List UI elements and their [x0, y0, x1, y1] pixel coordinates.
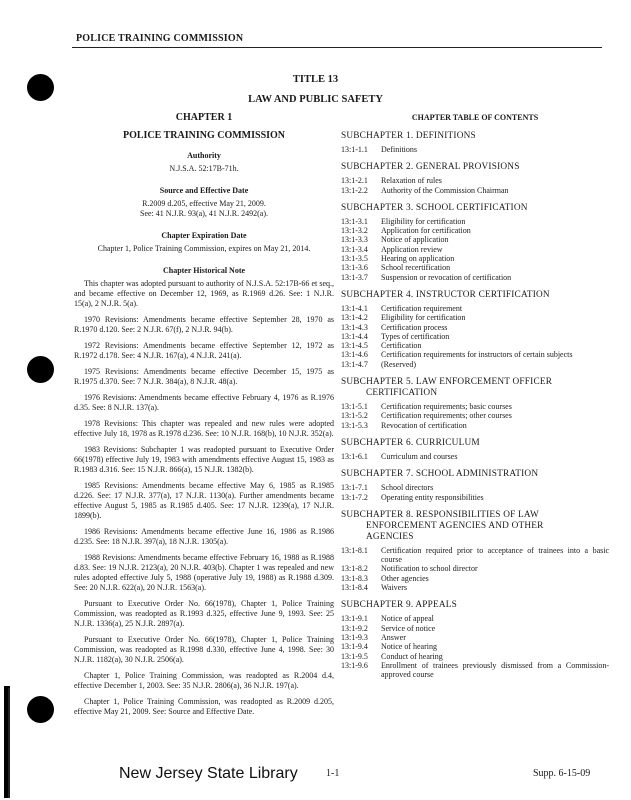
subchapter-heading-line: SUBCHAPTER 6. CURRICULUM: [341, 437, 480, 448]
subchapter-heading: [341, 203, 609, 214]
section-title: Notice of hearing: [381, 642, 437, 652]
section-title: Application for certification: [381, 226, 471, 236]
toc-entry: [341, 483, 609, 492]
source-line: See: 41 N.J.R. 93(a), 41 N.J.R. 2492(a).: [140, 209, 268, 218]
header-rule: [72, 47, 602, 48]
page-number: 1-1: [326, 768, 340, 779]
authority-text: N.J.S.A. 52:17B-71h.: [169, 164, 239, 173]
section-number: 13:1-4.6: [341, 350, 368, 360]
authority-heading: Authority: [187, 151, 221, 160]
title-name: LAW AND PUBLIC SAFETY: [248, 94, 383, 105]
section-title: Notice of appeal: [381, 614, 434, 624]
binder-hole-middle: [27, 356, 54, 383]
section-number: 13:1-4.4: [341, 331, 368, 341]
section-number: 13:1-3.1: [341, 216, 368, 226]
subchapter-heading: [341, 131, 609, 142]
section-number: 13:1-8.2: [341, 564, 368, 574]
section-number: 13:1-9.6: [341, 660, 368, 670]
section-number: 13:1-2.1: [341, 176, 368, 186]
toc-entry: [341, 273, 609, 282]
section-title: Authority of the Commission Chairman: [381, 185, 509, 195]
section-title: Other agencies: [381, 573, 429, 583]
history-paragraph: This chapter was adopted pursuant to authority of N.J.S.A. 52:17B-66 et seq., and became effective on December 12, 1969, as R.1969 d.26. See: 1 N.J.R. 15(a), 2 N.J.R. 5(a).: [74, 279, 334, 308]
toc-entry: [341, 245, 609, 254]
toc-entry: [341, 452, 609, 461]
source-heading: Source and Effective Date: [159, 186, 249, 195]
section-title: Certification requirements for instructors of certain subjects: [381, 350, 573, 360]
section-title: Definitions: [381, 145, 417, 154]
expiration-text: Chapter 1, Police Training Commission, expires on May 21, 2014.: [97, 244, 311, 253]
toc-entry: [341, 642, 609, 651]
expiration-heading: Chapter Expiration Date: [161, 231, 247, 240]
toc-entry: [341, 254, 609, 263]
subchapter-heading-line: SUBCHAPTER 5. LAW ENFORCEMENT OFFICER: [341, 377, 553, 388]
section-title: Eligibility for certification: [381, 313, 466, 323]
subchapter-heading-line: SUBCHAPTER 8. RESPONSIBILITIES OF LAW: [341, 509, 540, 520]
section-number: 13:1-1.1: [341, 145, 368, 154]
section-title: Revocation of certification: [381, 420, 467, 430]
chapter-number: CHAPTER 1: [175, 112, 233, 123]
toc-entry: [341, 411, 609, 420]
toc-entry: [341, 304, 609, 313]
toc-entry: [341, 583, 609, 592]
history-paragraph: 1978 Revisions: This chapter was repealed and new rules were adopted effective July 18, 1978 as R.1978 d.236. See: 10 N.J.R. 168(b), 10 N.J.R. 352(a).: [74, 419, 334, 438]
toc-title: CHAPTER TABLE OF CONTENTS: [411, 113, 539, 122]
toc-entry: [341, 235, 609, 244]
subchapter-heading: [341, 510, 609, 543]
section-title: Waivers: [381, 583, 408, 593]
section-title: Curriculum and courses: [381, 451, 458, 461]
source-lines: [74, 199, 334, 219]
section-number: 13:1-4.1: [341, 303, 368, 313]
section-title: Suspension or revocation of certification: [381, 272, 512, 282]
history-paragraph: 1976 Revisions: Amendments became effective February 4, 1976 as R.1976 d.35. See: 8 N.J.R. 137(a).: [74, 393, 334, 412]
toc-entry: [341, 564, 609, 573]
section-number: 13:1-9.2: [341, 623, 368, 633]
subchapter-heading-line: CERTIFICATION: [366, 388, 438, 399]
section-title: School recertification: [381, 263, 451, 273]
source-line: R.2009 d.205, effective May 21, 2009.: [142, 199, 266, 208]
toc-entry: [341, 263, 609, 272]
section-number: 13:1-2.2: [341, 185, 368, 195]
subchapter-heading-line: AGENCIES: [366, 531, 414, 542]
toc-entry: [341, 402, 609, 411]
section-number: 13:1-5.3: [341, 420, 368, 430]
section-number: 13:1-8.4: [341, 583, 368, 593]
subchapter-heading-line: SUBCHAPTER 2. GENERAL PROVISIONS: [341, 162, 520, 173]
toc-entry: [341, 145, 609, 154]
toc-entry: [341, 313, 609, 322]
section-title: Certification requirements; basic courses: [381, 402, 512, 412]
history-paragraph: Chapter 1, Police Training Commission, was readopted as R.2004 d.4, effective December 1, 2003. See: 35 N.J.R. 2806(a), 36 N.J.R. 197(a).: [74, 671, 334, 690]
right-column: [341, 113, 609, 679]
history-paragraph: 1985 Revisions: Amendments became effective May 6, 1985 as R.1985 d.226. See: 17 N.J.R. 377(a), 17 N.J.R. 1130(a). Further amendments became effective August 5, 1985 as R.1985 d.405. See: 17 N.J.R. 1239(a), 17 N.J.R. 1899(b).: [74, 481, 334, 520]
toc-entry: [341, 493, 609, 502]
section-title: Certification requirements; other courses: [381, 411, 512, 421]
section-number: 13:1-5.2: [341, 411, 368, 421]
history-paragraph: 1972 Revisions: Amendments became effective September 12, 1972 as R.1972 d.178. See: 4 N.J.R. 167(a), 4 N.J.R. 241(a).: [74, 341, 334, 360]
scan-edge-line: [8, 688, 10, 798]
toc-entry: [341, 217, 609, 226]
toc-entry: [341, 226, 609, 235]
toc-list: [341, 131, 609, 679]
section-title: Answer: [381, 632, 406, 642]
history-paragraph: Chapter 1, Police Training Commission, was readopted as R.2009 d.205, effective May 21, 2009. See: Source and Effective Date.: [74, 697, 334, 716]
section-number: 13:1-9.5: [341, 651, 368, 661]
section-title: Eligibility for certification: [381, 216, 466, 226]
subchapter-heading: [341, 600, 609, 611]
section-title: Notice of application: [381, 235, 449, 245]
section-title: Types of certification: [381, 331, 450, 341]
left-column: [74, 113, 334, 723]
toc-entry: [341, 186, 609, 195]
section-title: Service of notice: [381, 623, 436, 633]
section-number: 13:1-5.1: [341, 402, 368, 412]
toc-entry: [341, 624, 609, 633]
section-number: 13:1-8.3: [341, 573, 368, 583]
section-title: Enrollment of trainees previously dismissed from a Commission-approved course: [381, 660, 609, 680]
section-number: 13:1-3.6: [341, 263, 368, 273]
toc-entry: [341, 332, 609, 341]
supplement-date: Supp. 6-15-09: [533, 768, 591, 779]
section-number: 13:1-4.5: [341, 341, 368, 351]
toc-entry: [341, 323, 609, 332]
history-notes: [74, 279, 334, 717]
section-number: 13:1-4.2: [341, 313, 368, 323]
section-number: 13:1-9.1: [341, 614, 368, 624]
section-number: 13:1-3.7: [341, 272, 368, 282]
history-heading: Chapter Historical Note: [162, 266, 246, 275]
subchapter-heading: [341, 469, 609, 480]
section-title: Relaxation of rules: [381, 176, 442, 186]
section-number: 13:1-8.1: [341, 545, 368, 555]
section-title: Certification: [381, 341, 422, 351]
section-title: Hearing on application: [381, 254, 455, 264]
toc-entry: [341, 614, 609, 623]
section-number: 13:1-7.2: [341, 492, 368, 502]
section-title: Operating entity responsibilities: [381, 492, 484, 502]
subchapter-heading: [341, 438, 609, 449]
subchapter-heading-line: SUBCHAPTER 4. INSTRUCTOR CERTIFICATION: [341, 289, 550, 300]
subchapter-heading: [341, 377, 609, 399]
section-title: Notification to school director: [381, 564, 478, 574]
subchapter-heading-line: SUBCHAPTER 3. SCHOOL CERTIFICATION: [341, 202, 528, 213]
history-paragraph: Pursuant to Executive Order No. 66(1978), Chapter 1, Police Training Commission, was readopted as R.1993 d.325, effective June 9, 1993. See: 25 N.J.R. 1336(a), 25 N.J.R. 2897(a).: [74, 599, 334, 628]
subchapter-heading-line: SUBCHAPTER 7. SCHOOL ADMINISTRATION: [341, 469, 539, 480]
section-number: 13:1-3.3: [341, 235, 368, 245]
running-head: POLICE TRAINING COMMISSION: [76, 33, 244, 44]
section-title: Conduct of hearing: [381, 651, 443, 661]
toc-entry: [341, 176, 609, 185]
section-number: 13:1-9.4: [341, 642, 368, 652]
section-title: Application review: [381, 244, 443, 254]
history-paragraph: 1988 Revisions: Amendments became effective February 16, 1988 as R.1988 d.83. See: 19 N.J.R. 2123(a), 20 N.J.R. 403(b). Chapter 1 was repealed and new rules adopted effective July 5, 1988 (operative July 19, 1988) as R.1988 d.309. See: 20 N.J.R. 622(a), 20 N.J.R. 1563(a).: [74, 553, 334, 592]
section-number: 13:1-3.4: [341, 244, 368, 254]
section-number: 13:1-6.1: [341, 451, 368, 461]
toc-entry: [341, 421, 609, 430]
library-stamp: New Jersey State Library: [119, 765, 298, 782]
history-paragraph: Pursuant to Executive Order No. 66(1978), Chapter 1, Police Training Commission, was readopted as R.1998 d.330, effective June 4, 1998. See: 30 N.J.R. 1182(a), 30 N.J.R. 2506(a).: [74, 635, 334, 664]
subchapter-heading-line: SUBCHAPTER 1. DEFINITIONS: [341, 131, 476, 141]
subchapter-heading: [341, 162, 609, 173]
section-number: 13:1-7.1: [341, 483, 368, 493]
section-number: 13:1-3.5: [341, 254, 368, 264]
subchapter-heading: [341, 290, 609, 301]
toc-entry: [341, 360, 609, 369]
toc-entry: [341, 341, 609, 350]
toc-entry: [341, 350, 609, 359]
chapter-name: POLICE TRAINING COMMISSION: [122, 130, 286, 141]
toc-entry: [341, 633, 609, 642]
section-title: (Reserved): [381, 359, 417, 369]
section-title: Certification requirement: [381, 303, 463, 313]
binder-hole-bottom: [27, 696, 54, 723]
section-number: 13:1-3.2: [341, 226, 368, 236]
title-number: TITLE 13: [292, 74, 339, 85]
section-title: Certification process: [381, 322, 448, 332]
toc-entry: [341, 661, 609, 680]
section-number: 13:1-4.3: [341, 322, 368, 332]
history-paragraph: 1970 Revisions: Amendments became effective September 28, 1970 as R.1970 d.120. See: 2 N.J.R. 67(f), 2 N.J.R. 94(b).: [74, 315, 334, 334]
history-paragraph: 1975 Revisions: Amendments became effective December 15, 1975 as R.1975 d.370. See: 7 N.J.R. 384(a), 8 N.J.R. 48(a).: [74, 367, 334, 386]
toc-entry: [341, 652, 609, 661]
history-paragraph: 1983 Revisions: Subchapter 1 was readopted pursuant to Executive Order 66(1978) effective July 19, 1983 with amendments effective August 15, 1983 as R.1983 d.316. See: 15 N.J.R. 866(a), 15 N.J.R. 1382(b).: [74, 445, 334, 474]
toc-entry: [341, 546, 609, 565]
subchapter-heading-line: SUBCHAPTER 9. APPEALS: [341, 600, 458, 611]
section-number: 13:1-9.3: [341, 632, 368, 642]
section-number: 13:1-4.7: [341, 359, 368, 369]
section-title: School directors: [381, 483, 434, 493]
section-title: Certification required prior to acceptance of trainees into a basic course: [381, 545, 609, 565]
subchapter-heading-line: ENFORCEMENT AGENCIES AND OTHER: [366, 520, 544, 531]
history-paragraph: 1986 Revisions: Amendments became effective June 16, 1986 as R.1986 d.235. See: 18 N.J.R. 397(a), 18 N.J.R. 1305(a).: [74, 527, 334, 546]
toc-entry: [341, 574, 609, 583]
